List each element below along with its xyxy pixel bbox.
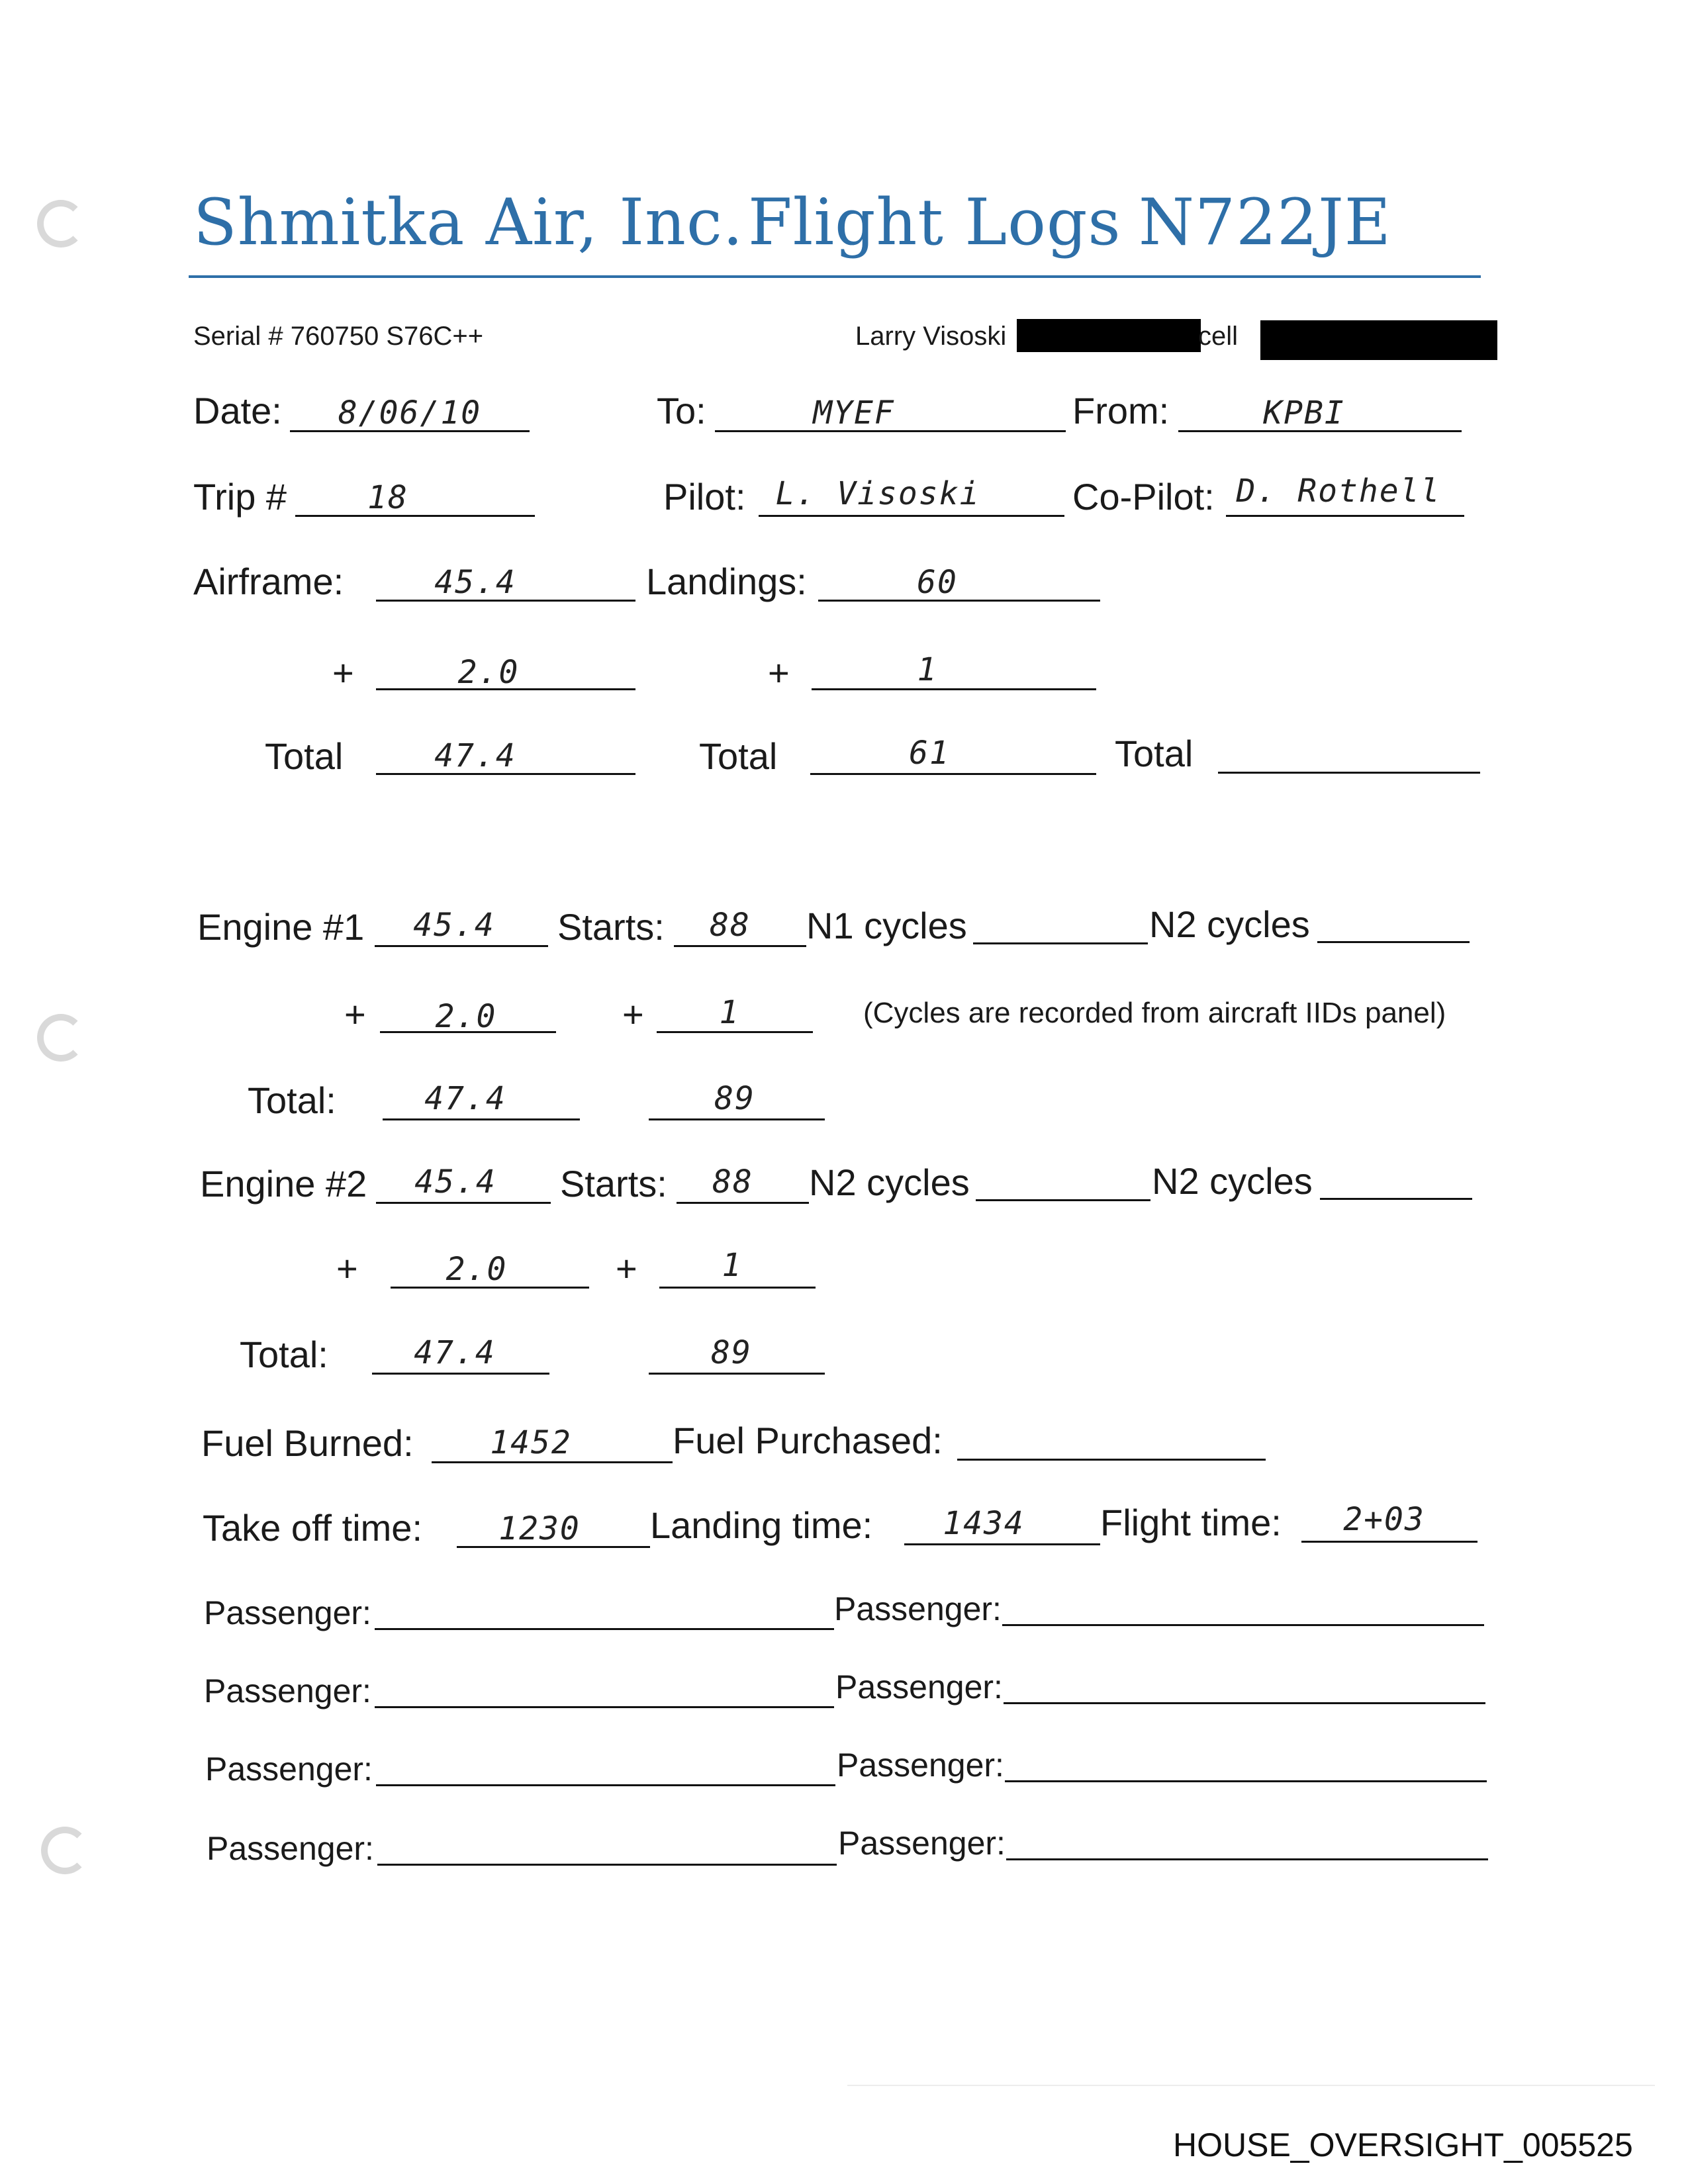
engine1-add-value: 2.0 <box>435 998 497 1035</box>
date-label: Date: <box>193 390 282 432</box>
engine2-starts-add-line <box>659 1287 816 1289</box>
copilot-value: D. Rothell <box>1236 473 1441 510</box>
engine2-starts-line <box>677 1202 809 1204</box>
landings-total-value: 61 <box>909 735 950 772</box>
airframe-total-label: Total <box>265 735 344 777</box>
engine1-starts-label: Starts: <box>557 906 665 948</box>
binder-hole-top <box>37 200 85 248</box>
contact-name: Larry Visoski <box>855 322 1007 351</box>
engine1-n1-cycles-line <box>973 942 1148 944</box>
third-total-line <box>1218 772 1480 774</box>
scan-artifact-line <box>847 2085 1655 2086</box>
engine2-value: 45.4 <box>414 1163 496 1201</box>
redaction-box-2 <box>1260 320 1497 360</box>
to-label: To: <box>657 390 706 432</box>
engine1-plus-sign: + <box>344 993 366 1035</box>
engine1-line <box>375 945 548 947</box>
fuel-burned-label: Fuel Burned: <box>201 1422 414 1464</box>
passenger-line-8 <box>1006 1858 1488 1860</box>
landings-label: Landings: <box>646 561 807 602</box>
trip-label: Trip # <box>193 476 287 518</box>
company-name: Shmitka Air, Inc. <box>193 185 744 259</box>
engine2-starts-label: Starts: <box>560 1163 667 1205</box>
passenger-label-6: Passenger: <box>837 1747 1004 1784</box>
landings-value: 60 <box>917 564 958 601</box>
engine1-label: Engine #1 <box>197 906 365 948</box>
engine1-starts-add-line <box>657 1031 813 1033</box>
airframe-label: Airframe: <box>193 561 344 602</box>
airframe-plus-sign: + <box>332 652 354 694</box>
passenger-line-2 <box>1002 1624 1484 1626</box>
engine2-n2-cycles-line-1 <box>976 1199 1150 1201</box>
fuel-purchased-line <box>957 1459 1266 1461</box>
to-value: MYEF <box>813 394 895 432</box>
passenger-line-6 <box>1005 1780 1487 1782</box>
engine1-n2-cycles-label: N2 cycles <box>1149 903 1310 945</box>
engine1-total-line <box>383 1118 580 1120</box>
engine1-starts-plus-sign: + <box>622 993 644 1035</box>
header-rule <box>189 275 1481 278</box>
engine1-total-value: 47.4 <box>424 1080 506 1117</box>
pilot-line <box>759 515 1064 517</box>
bates-number: HOUSE_OVERSIGHT_005525 <box>1173 2126 1633 2163</box>
landings-plus-sign: + <box>768 652 790 694</box>
passenger-label-7: Passenger: <box>207 1830 374 1867</box>
cycles-note: (Cycles are recorded from aircraft IIDs panel) <box>863 997 1446 1029</box>
redaction-box-1 <box>1017 319 1201 352</box>
engine2-n2-cycles-label-1: N2 cycles <box>809 1161 970 1203</box>
landing-time-value: 1434 <box>943 1505 1025 1542</box>
fuel-burned-value: 1452 <box>490 1424 572 1461</box>
passenger-line-5 <box>376 1784 835 1786</box>
engine1-starts-total-value: 89 <box>714 1080 755 1117</box>
binder-hole-bottom <box>41 1827 89 1874</box>
passenger-label-5: Passenger: <box>205 1751 373 1788</box>
landings-add-value: 1 <box>917 651 938 688</box>
landing-time-label: Landing time: <box>650 1504 873 1546</box>
engine2-add-value: 2.0 <box>445 1251 508 1288</box>
engine2-line <box>376 1202 551 1204</box>
landings-total-line <box>810 773 1096 775</box>
third-total-label: Total <box>1115 733 1194 774</box>
passenger-line-3 <box>375 1706 834 1708</box>
engine2-starts-value: 88 <box>712 1163 753 1201</box>
from-value: KPBI <box>1263 394 1345 432</box>
copilot-label: Co-Pilot: <box>1072 476 1215 518</box>
takeoff-time-value: 1230 <box>498 1510 581 1547</box>
landings-total-label: Total <box>699 735 778 777</box>
engine2-starts-total-line <box>649 1373 825 1375</box>
engine2-total-line <box>372 1373 549 1375</box>
tail-number: N722JE <box>1139 185 1391 259</box>
engine2-label: Engine #2 <box>200 1163 367 1205</box>
flight-time-value: 2+03 <box>1343 1501 1425 1538</box>
log-title: Flight Logs <box>748 185 1121 259</box>
copilot-line <box>1226 515 1464 517</box>
serial-number: Serial # 760750 S76C++ <box>193 322 484 351</box>
passenger-label-1: Passenger: <box>204 1594 371 1631</box>
engine2-starts-total-value: 89 <box>711 1334 752 1371</box>
engine2-plus-sign: + <box>336 1248 358 1289</box>
airframe-add-value: 2.0 <box>457 654 520 691</box>
engine2-total-value: 47.4 <box>414 1334 496 1371</box>
engine1-starts-total-line <box>649 1118 825 1120</box>
flight-time-label: Flight time: <box>1100 1502 1282 1543</box>
engine1-value: 45.4 <box>413 907 495 944</box>
landings-add-line <box>812 688 1096 690</box>
engine2-n2-cycles-label-2: N2 cycles <box>1152 1160 1313 1202</box>
passenger-label-4: Passenger: <box>835 1668 1003 1706</box>
passenger-label-2: Passenger: <box>834 1590 1002 1627</box>
passenger-line-4 <box>1004 1702 1485 1704</box>
trip-value: 18 <box>367 479 408 516</box>
pilot-value: L. Visoski <box>775 475 980 512</box>
engine2-starts-plus-sign: + <box>616 1248 637 1289</box>
engine1-n1-cycles-label: N1 cycles <box>806 905 967 946</box>
engine2-total-label: Total: <box>240 1334 328 1375</box>
flight-time-line <box>1301 1541 1477 1543</box>
binder-hole-middle <box>37 1014 85 1062</box>
engine1-starts-line <box>674 945 806 947</box>
passenger-label-3: Passenger: <box>204 1672 371 1709</box>
passenger-line-1 <box>375 1628 834 1630</box>
airframe-total-value: 47.4 <box>434 737 516 774</box>
pilot-label: Pilot: <box>663 476 746 518</box>
takeoff-time-label: Take off time: <box>203 1507 423 1549</box>
passenger-label-8: Passenger: <box>838 1825 1006 1862</box>
engine1-starts-value: 88 <box>710 907 751 944</box>
fuel-burned-line <box>432 1461 673 1463</box>
engine1-total-label: Total: <box>248 1079 336 1121</box>
passenger-line-7 <box>377 1864 837 1866</box>
engine1-n2-cycles-line <box>1317 941 1470 943</box>
from-label: From: <box>1072 390 1170 432</box>
fuel-purchased-label: Fuel Purchased: <box>673 1420 943 1461</box>
engine2-starts-add-value: 1 <box>722 1247 743 1284</box>
cell-label: cell <box>1198 322 1239 351</box>
landing-time-line <box>904 1543 1100 1545</box>
airframe-value: 45.4 <box>434 564 516 601</box>
engine1-starts-add-value: 1 <box>719 994 740 1031</box>
date-value: 8/06/10 <box>338 394 482 432</box>
engine2-n2-cycles-line-2 <box>1320 1198 1472 1200</box>
